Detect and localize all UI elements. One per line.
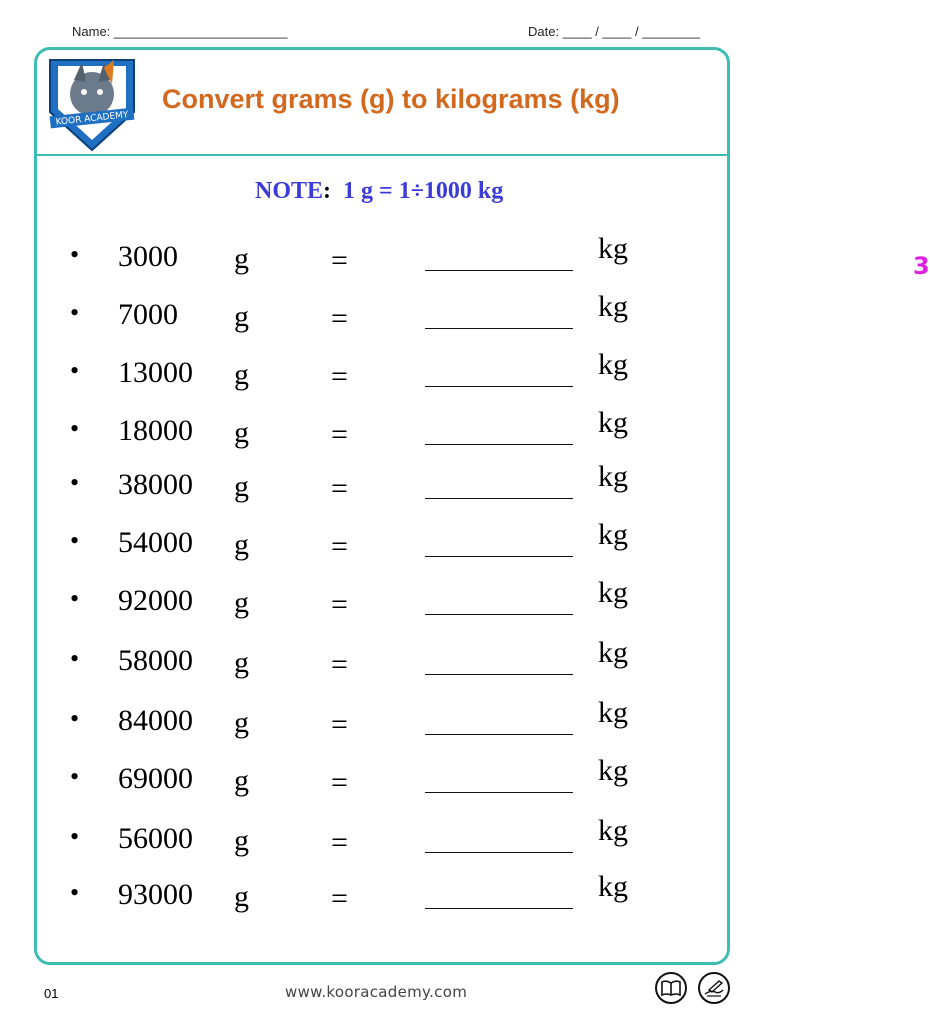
answer-value: 3: [913, 252, 930, 280]
row-bullet: •: [70, 878, 80, 907]
kilograms-unit: kg: [598, 576, 628, 609]
grams-value: 92000: [118, 584, 193, 617]
answer-blank[interactable]: [425, 556, 573, 557]
grams-unit: g: [234, 300, 249, 333]
grams-unit: g: [234, 470, 249, 503]
row-bullet: •: [70, 356, 80, 385]
grams-value: 56000: [118, 822, 193, 855]
grams-value: 84000: [118, 704, 193, 737]
page-title: Convert grams (g) to kilograms (kg): [162, 84, 620, 114]
book-icon: [655, 972, 687, 1004]
date-field-label: Date: ____ / ____ / ________: [528, 24, 701, 39]
answer-blank[interactable]: [425, 792, 573, 793]
equals-sign: =: [331, 648, 348, 681]
note-formula: 1 g = 1÷1000 kg: [343, 178, 504, 204]
equals-sign: =: [331, 244, 348, 277]
answer-blank[interactable]: [425, 328, 573, 329]
conversion-row: [0, 576, 770, 624]
grams-value: 58000: [118, 644, 193, 677]
kilograms-unit: kg: [598, 754, 628, 787]
equals-sign: =: [331, 588, 348, 621]
kilograms-unit: kg: [598, 406, 628, 439]
grams-unit: g: [234, 824, 249, 857]
grams-unit: g: [234, 586, 249, 619]
row-bullet: •: [70, 468, 80, 497]
grams-unit: g: [234, 528, 249, 561]
answer-blank[interactable]: [425, 614, 573, 615]
grams-unit: g: [234, 242, 249, 275]
kilograms-unit: kg: [598, 290, 628, 323]
header-divider: [34, 154, 730, 156]
grams-unit: g: [234, 646, 249, 679]
footer-url: www.kooracademy.com: [285, 983, 468, 1001]
equals-sign: =: [331, 766, 348, 799]
conversion-row: [0, 290, 770, 338]
koor-academy-logo: [44, 54, 140, 150]
grams-unit: g: [234, 764, 249, 797]
answer-blank[interactable]: [425, 852, 573, 853]
grams-unit: g: [234, 706, 249, 739]
grams-value: 93000: [118, 878, 193, 911]
writing-hand-icon: [698, 972, 730, 1004]
logo-text: KOOR ACADEMY: [55, 110, 129, 128]
kilograms-unit: kg: [598, 870, 628, 903]
kilograms-unit: kg: [598, 460, 628, 493]
answer-blank[interactable]: [425, 444, 573, 445]
equals-sign: =: [331, 708, 348, 741]
answer-blank[interactable]: [425, 386, 573, 387]
row-bullet: •: [70, 644, 80, 673]
answer-blank[interactable]: [425, 498, 573, 499]
answer-blank[interactable]: [425, 674, 573, 675]
equals-sign: =: [331, 472, 348, 505]
grams-value: 7000: [118, 298, 178, 331]
conversion-row: [0, 754, 770, 802]
conversion-row: [0, 870, 770, 918]
answer-blank[interactable]: [425, 734, 573, 735]
grams-value: 38000: [118, 468, 193, 501]
conversion-row: [0, 696, 770, 744]
grams-value: 54000: [118, 526, 193, 559]
equals-sign: =: [331, 882, 348, 915]
row-bullet: •: [70, 414, 80, 443]
conversion-row: [0, 636, 770, 684]
grams-value: 3000: [118, 240, 178, 273]
grams-value: 13000: [118, 356, 193, 389]
row-bullet: •: [70, 704, 80, 733]
equals-sign: =: [331, 418, 348, 451]
equals-sign: =: [331, 530, 348, 563]
page-number: 01: [44, 986, 59, 1001]
row-bullet: •: [70, 240, 80, 269]
conversion-row: [0, 348, 770, 396]
answer-blank[interactable]: [425, 908, 573, 909]
grams-unit: g: [234, 358, 249, 391]
grams-unit: g: [234, 416, 249, 449]
kilograms-unit: kg: [598, 518, 628, 551]
kilograms-unit: kg: [598, 696, 628, 729]
equals-sign: =: [331, 360, 348, 393]
equals-sign: =: [331, 302, 348, 335]
note-colon: :: [323, 178, 332, 204]
kilograms-unit: kg: [598, 814, 628, 847]
note-line: [255, 178, 503, 205]
row-bullet: •: [70, 526, 80, 555]
conversion-row: [0, 232, 930, 280]
grams-unit: g: [234, 880, 249, 913]
conversion-row: [0, 814, 770, 862]
grams-value: 69000: [118, 762, 193, 795]
kilograms-unit: kg: [598, 636, 628, 669]
name-field-label: Name: ________________________: [72, 24, 288, 39]
conversion-row: [0, 518, 770, 566]
answer-blank[interactable]: [425, 252, 930, 280]
equals-sign: =: [331, 826, 348, 859]
note-label: NOTE: [255, 178, 324, 204]
kilograms-unit: kg: [598, 348, 628, 381]
conversion-row: [0, 406, 770, 454]
grams-value: 18000: [118, 414, 193, 447]
row-bullet: •: [70, 822, 80, 851]
row-bullet: •: [70, 298, 80, 327]
kilograms-unit: kg: [598, 232, 628, 265]
conversion-row: [0, 460, 770, 508]
row-bullet: •: [70, 584, 80, 613]
row-bullet: •: [70, 762, 80, 791]
